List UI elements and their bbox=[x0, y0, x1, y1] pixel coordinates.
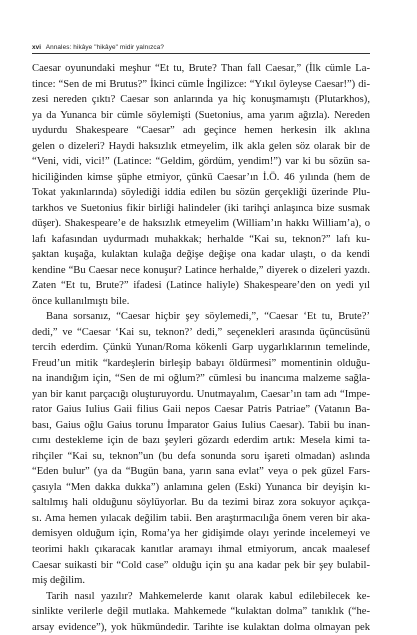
text-line: ya da Yunanca bir cümle söylemişti (Suetonius, ama yarım ağızla). Nereden bbox=[32, 109, 370, 121]
text-line: miş değilim. bbox=[32, 575, 85, 587]
text-line: çasıyla “Men dakka dukka”) anlamına gelen (Eski) Yunanca bir deyişin kı- bbox=[32, 481, 370, 493]
text-line: teorimi haklı çıkaracak kanıtlar aramayı ihmal etmiyorum, ancak maalesef bbox=[32, 543, 370, 555]
text-line: zesi nereden çıktı? Caesar son anlarında ya hiç konuşmamıştı (Plutarkhos), bbox=[32, 94, 370, 106]
text-line: “Eden bulur” (ya da “Bugün bana, yarın sana evlat” veya o pek güzel Fars- bbox=[32, 466, 370, 478]
text-line: Caesar suikasti bir “Cold case” olduğu için şu ana kadar pek bir şey bulabil- bbox=[32, 559, 370, 571]
text-line: bası, Gaius oğlu Gaius torunu İmparator Gaius Iulius Caesar). Tabii bu inan- bbox=[32, 419, 370, 431]
text-line: yan bir kanıt parçacığı oluşturuyordu. Unutmayalım, Caesar’ın tam adı “Impe- bbox=[32, 388, 370, 400]
body-text bbox=[32, 61, 370, 635]
text-line: kendine “Bu Caesar nece konuşur? Latince herhalde,” diyerek o dizeleri yazdı. bbox=[32, 264, 370, 276]
running-head-title: Annales: hikâye "hikâye" midir yalnızca? bbox=[45, 44, 165, 51]
text-line: tarkhos ve Suetonius fikir birliği halindeler (iki tarihçi anlaşınca bize susmak bbox=[32, 202, 370, 214]
text-line: tercih ederdim. Çünkü Yunan/Roma kökenli Garp uygarlıklarının temelinde, bbox=[32, 342, 370, 354]
text-line: Caesar oyunundaki meşhur “Et tu, Brute? Than fall Caesar,” (İlk cümle La- bbox=[32, 63, 370, 74]
page-number: xvi bbox=[32, 44, 42, 51]
text-line: gelen o dizeleri? Haydi haksızlık etmeyelim, ilk akla gelen söz olarak bir de bbox=[32, 140, 370, 152]
text-line: Zaten “Et tu, Brute?” ifadesi (Latince haliyle) Shakespeare’den on yedi yıl bbox=[32, 280, 370, 292]
text-line: lafı kafasından uydurmadı muhakkak; herhalde “Kai su, teknon?” lafı ku- bbox=[32, 233, 370, 245]
text-line: uydurdu Shakespeare “Caesar” adı geçince hemen herkesin ilk aklına bbox=[32, 125, 370, 137]
text-line: saltılmış hali olduğunu söylüyorlar. Bu da tezimi biraz zora sokuyor açıkça- bbox=[32, 497, 370, 509]
text-line: Bana sorsanız, “Caesar hiçbir şey söylemedi,”, “Caesar ‘Et tu, Brute?’ bbox=[46, 311, 370, 323]
text-line: rihçiler “Kai su, teknon”un (bu defa sonunda soru işareti olmadan) aslında bbox=[32, 450, 370, 462]
text-line: önce kullanılmıştı bile. bbox=[32, 295, 130, 307]
text-line: düşer). Shakespeare’e de haksızlık etmeyelim (William’ın hakkı William’a), o bbox=[32, 218, 370, 230]
text-line: dedi,” ve “Caesar ‘Kai su, teknon?’ dedi,” seçenekleri arasında üçüncüsünü bbox=[32, 326, 370, 338]
text-line: demisyen olduğum için, Roma’ya her gidişimde olayı yerinde incelemeyi ve bbox=[32, 528, 370, 540]
text-line: sı. Ama hemen yılacak değilim tabii. Ben araştırmacılığa önem veren bir aka- bbox=[32, 512, 370, 524]
text-line: sinlikte verilerle değil mutlaka. Mahkemede “kulaktan dolma” tanıklık (“he- bbox=[32, 606, 370, 618]
text-line: “Veni, vidi, vici!” (Latince: “Geldim, gördüm, yendim!”) var ki bu sözün sa- bbox=[32, 156, 370, 168]
text-line: Tokat yakınlarında) söylediği iddia edilen bu sözün gerçekliği üzerinde Plu- bbox=[32, 187, 370, 199]
header-rule bbox=[32, 53, 370, 54]
text-line: arsay evidence”), yok hükmündedir. Tarihte ise kulaktan dolma olmayan pek bbox=[32, 621, 370, 633]
text-line: şaktan kuşağa, kulaktan kulağa değişe değişe ona kadar ulaştı, o da kendi bbox=[32, 249, 370, 261]
text-line: tince: “Sen de mi Brutus?” İkinci cümle İngilizce: “Yıkıl öyleyse Caesar!”) di- bbox=[32, 78, 370, 90]
text-line: Tarih nasıl yazılır? Mahkemelerde kanıt olarak kabul edilebilecek ke- bbox=[46, 590, 370, 602]
running-head bbox=[32, 44, 164, 51]
text-line: Freud’un mitik “kardeşlerin birleşip babayı öldürmesi” momentinin olduğu- bbox=[32, 357, 370, 369]
text-line: cımı destekleme için de bazı şeyleri gözardı ederdim artık: Mesela kimi ta- bbox=[32, 435, 370, 447]
text-line: rator Gaius Iulius Gaii filius Gaii nepos Caesar Patris Patriae” (Vatanın Ba- bbox=[32, 404, 370, 416]
text-line: na inandığım için, “Sen de mi oğlum?” cümlesi bu inancıma malzeme sağla- bbox=[32, 373, 370, 385]
text-line: hiciliğinden kimse şüphe etmiyor, çünkü Caesar’ın İ.Ö. 46 yılında (hem de bbox=[32, 171, 370, 183]
